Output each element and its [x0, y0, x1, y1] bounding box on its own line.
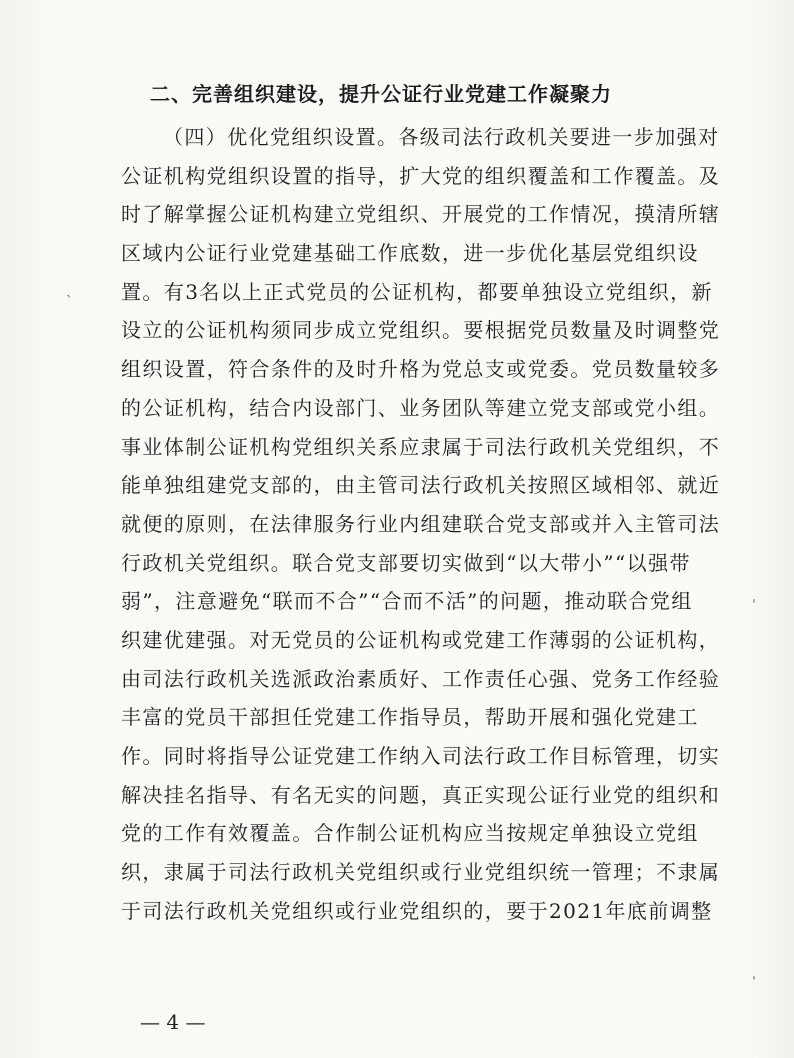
- paragraph-line: 公证机构党组织设置的指导，扩大党的组织覆盖和工作覆盖。及: [121, 163, 721, 188]
- paragraph-line: 事业体制公证机构党组织关系应隶属于司法行政机关党组织，不: [121, 434, 721, 459]
- paragraph-line: 行政机关党组织。联合党支部要切实做到“以大带小”“以强带: [121, 550, 691, 575]
- paragraph-line: （四）优化党组织设置。各级司法行政机关要进一步加强对: [163, 125, 720, 149]
- paragraph-line: 作。同时将指导公证党建工作纳入司法行政工作目标管理，切实: [121, 744, 721, 768]
- paragraph-line: 织建优建强。对无党员的公证机构或党建工作薄弱的公证机构，: [121, 627, 721, 652]
- document-body: [121, 118, 761, 930]
- paragraph-line: 区域内公证行业党建基础工作底数，进一步优化基层党组织设: [121, 241, 699, 266]
- paragraph-line: 党的工作有效覆盖。合作制公证机构应当按规定单独设立党组: [121, 821, 699, 846]
- scan-speck: ˈ: [752, 598, 756, 614]
- paragraph-line: 置。有3名以上正式党员的公证机构，都要单独设立党组织，新: [121, 279, 713, 304]
- paragraph-line: 组织设置，符合条件的及时升格为党总支或党委。党员数量较多: [121, 357, 721, 382]
- paragraph-line: 织，隶属于司法行政机关党组织或行业党组织统一管理；不隶属: [121, 860, 721, 885]
- paragraph-line: 丰富的党员干部担任党建工作指导员，帮助开展和强化党建工: [121, 705, 699, 730]
- scan-speck: ˈ: [752, 975, 756, 991]
- paragraph-line: 解决挂名指导、有名无实的问题，真正实现公证行业党的组织和: [121, 782, 721, 807]
- paragraph-line: 的公证机构，结合内设部门、业务团队等建立党支部或党小组。: [121, 395, 721, 420]
- paragraph-line: 时了解掌握公证机构建立党组织、开展党的工作情况，摸清所辖: [121, 202, 721, 227]
- paragraph-line: 设立的公证机构须同步成立党组织。要根据党员数量及时调整党: [121, 318, 721, 343]
- page-number: — 4 —: [140, 1010, 206, 1034]
- paragraph-line: 就便的原则，在法律服务行业内组建联合党支部或并入主管司法: [121, 511, 721, 536]
- section-heading: 二、完善组织建设，提升公证行业党建工作凝聚力: [150, 82, 612, 106]
- scan-speck: ˋ: [66, 294, 73, 310]
- paragraph-line: 能单独组建党支部的，由主管司法行政机关按照区域相邻、就近: [121, 473, 721, 498]
- paragraph-line: 弱”，注意避免“联而不合”“合而不活”的问题，推动联合党组: [121, 589, 693, 614]
- paragraph-line: 于司法行政机关党组织或行业党组织的，要于2021年底前调整: [121, 898, 713, 923]
- paragraph-line: 由司法行政机关选派政治素质好、工作责任心强、党务工作经验: [121, 666, 721, 691]
